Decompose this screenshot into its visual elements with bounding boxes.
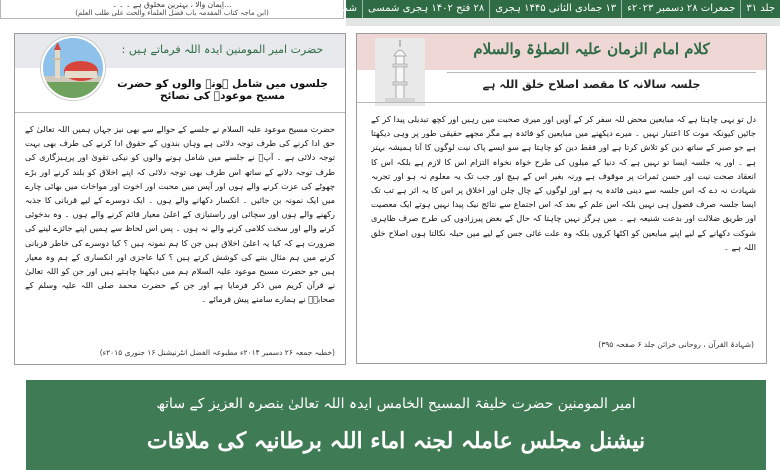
ameer-subtitle: جلسوں میں شامل ہونے والوں کو حضرت مسیح موعودؑ کی نصائح — [117, 78, 328, 102]
kalam-body-text: دل تو یہی چاہتا ہے کہ مبایعین محض للہ سفر کر کے آویں اور میری صحبت میں رہیں اور کچھ تبدیلی پیدا کر کے جائیں کیونکہ موت کا اعتبار نہیں ۔ میرے دیکھنے میں مبایعین کو فائدہ ہے مگر مجھے حقیقی طور پر وہی دیکھتا ہے جو صبر کے ساتھ دین کو تلاش کرتا ہے اور فقط دین کو چاہتا ہے سو ایسے پاک نیت لوگوں کا آنا ہمیشہ بہتر ہے ۔ اور یہ جلسہ ایسا تو نہیں ہے کہ دنیا کے میلوں کی طرح خواہ نخواہ التزام اس کا لازم ہے بلکہ اس کا انعقاد صحت نیت اور حسن ثمرات پر موقوف ہے ورنہ بغیر اس کے ہیچ اور جب تک یہ معلوم نہ ہو اور تجربہ شہادت نہ دے کہ اس جلسہ سے دینی فائدہ یہ ہے اور لوگوں کے چال چلن اور اخلاق پر اس کا یہ اثر ہے تب تک ایسا جلسہ صرف فضول ہی نہیں بلکہ اس علم کے بعد کہ اس اجتماع سے نتائج نیک پیدا نہیں ہوتے ایک معصیت اور طریق ضلالت اور بدعت شنیعہ ہے ۔ میں ہرگز نہیں چاہتا کہ حال کے بعض پیرزادوں کی طرح صرف ظاہری شوکت دکھانے کے لیے اپنے مبایعین کو اکٹھا کروں بلکہ وہ علت غائی جس کے لیے میں حیلہ نکالتا ہوں اصلاح خلق اللہ ہے ۔ — [371, 114, 756, 252]
kalam-title: کلام امام الزمان علیہ الصلوٰۃ والسلام — [473, 40, 710, 58]
headline-kicker: امیر المومنین حضرت خلیفۃ المسیح الخامس ایدہ اللہ تعالیٰ بنصرہ العزیز کے ساتھ — [156, 396, 636, 412]
top-strip — [0, 0, 780, 26]
ameer-column — [14, 33, 346, 365]
shamsi-date: ۲۸ فتح ۱۴۰۲ ہجری شمسی — [362, 0, 489, 18]
issue-info-bar — [309, 0, 780, 18]
hadith-line-1: …اِیمان والا ، بہترین مخلوق ہے ۔ ۔ ۔ — [112, 0, 232, 9]
header-divider — [15, 112, 345, 113]
headline-banner — [26, 380, 766, 470]
hadith-reference: (ابن ماجہ کتاب المقدمہ باب فضل العلماء والحث علی طلب العلم) — [75, 9, 269, 17]
mosque-photo — [41, 36, 105, 100]
kalam-subtitle: جلسہ سالانہ کا مقصد اصلاح خلق اللہ ہے — [482, 78, 701, 91]
gregorian-date: جمعرات ۲۸ دسمبر ۲۰۲۳ء — [621, 0, 740, 18]
ameer-body-text: حضرت مسیح موعود علیہ السلام نے جلسے کے حوالے سے بھی نیز جہاں ہمیں اللہ تعالیٰ کے حق ادا کرنے کی طرف توجہ دلائی ہے وہاں بندوں کے حقوق ادا کرنے کی طرف بھی بہت توجہ دلائی ہے ۔ آپؑ نے جلسے میں شامل ہونے والوں کو نیکی تقویٰ اور پرہیزگاری کی طرف توجہ دلانے کے ساتھ اس طرف بھی توجہ دلائی کہ اپنے اخلاق کو بلند کرنے اور بڑے چھوٹے کی عزت کرنے والے ہوں اور آپس میں محبت اور اخوت اور مواخات میں بھائی چارے میں ایک نمونہ بن جائیں ۔ انکسار دکھانے والے ہوں ۔ ایک دوسرے کے لیے قربانی کا جذبہ رکھنے والے ہوں اور سچائی اور راستبازی کے اعلیٰ معیار قائم کرنے والے ہوں ۔ وہ بدخوئی کرنے والے اور سخت کلامی کرنے والے نہ ہوں ۔ پس اس لحاظ سے ہمیں اپنے جائزے لینے کی ضرورت ہے کہ کیا یہ اعلیٰ اخلاق ہیں جن کا ہم نمونہ ہیں ؟ کیا دوسرے کی خاطر قربانی کرنے میں ہم مثال بننے کی کوشش کرتے ہیں ؟ کیا عاجزی اور انکساری کے ہم وہ معیار ہیں جو حضرت مسیح موعود علیہ السلام ہم میں دیکھنا چاہتے ہیں اور جن کو اللہ تعالیٰ نے قرآن کریم میں ذکر فرمایا ہے اور جن کے حضرت محمد صلی اللہ علیہ وسلم کے صحابہؓ نے ہمارے سامنے پیش فرمائے ۔ — [25, 124, 335, 305]
kalam-reference: (شہادۃ القرآن ، روحانی خزائن جلد ۶ صفحہ ۳۹۵) — [598, 340, 754, 349]
volume-label: جلد ۳۱ — [740, 0, 780, 18]
date-underbar — [346, 18, 780, 26]
hijri-date: ۱۳ جمادی الثانی ۱۴۴۵ ہجری — [489, 0, 621, 18]
headline-main: نیشنل مجلس عاملہ لجنہ اماء اللہ برطانیہ کی ملاقات — [146, 428, 646, 454]
minaret-icon — [375, 38, 425, 106]
ameer-reference: (خطبہ جمعہ ۲۶ دسمبر ۲۰۱۴ء مطبوعہ الفضل انٹرنیشنل ۱۶ جنوری ۲۰۱۵ء) — [99, 348, 335, 357]
ameer-title: حضرت امیر المومنین ایدہ اللہ فرماتے ہیں : — [121, 43, 324, 56]
title-divider — [447, 72, 756, 73]
kalam-column — [356, 33, 767, 364]
header-divider — [357, 102, 766, 103]
hadith-box — [0, 0, 344, 19]
issue-number: شمارہ ۳۰۸ — [309, 3, 357, 14]
